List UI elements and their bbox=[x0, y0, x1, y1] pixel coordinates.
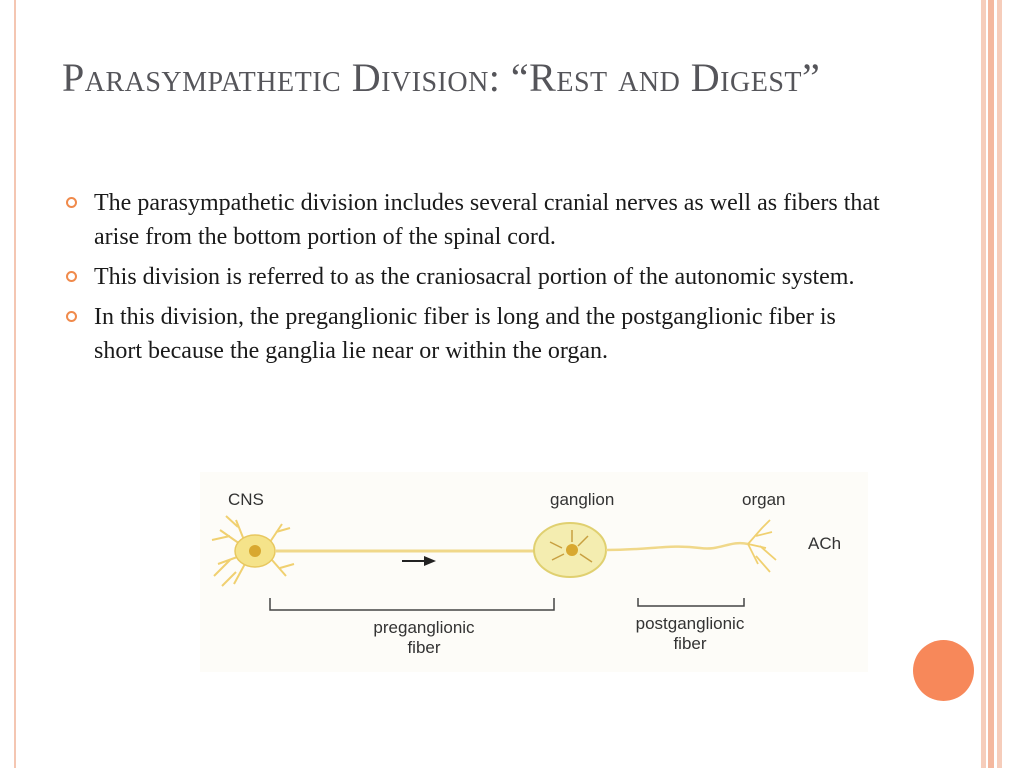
postganglionic-bracket bbox=[638, 598, 744, 606]
postganglionic-label: postganglionic fiber bbox=[635, 614, 745, 653]
bullet-circle-icon bbox=[66, 197, 77, 208]
neuron-pathway-diagram bbox=[200, 472, 868, 672]
bullet-item bbox=[60, 260, 880, 294]
slide-frame-right bbox=[978, 0, 1024, 768]
arrow-right-icon bbox=[402, 556, 436, 566]
bullet-text: The parasympathetic division includes several cranial nerves as well as fibers that arise from the bottom portion of the spinal cord. bbox=[94, 190, 880, 250]
ganglion-label: ganglion bbox=[550, 490, 615, 509]
bullet-text: This division is referred to as the craniosacral portion of the autonomic system. bbox=[94, 264, 855, 290]
postganglionic-axon bbox=[606, 543, 748, 550]
organ-label: organ bbox=[742, 490, 786, 509]
decorative-circle bbox=[913, 640, 974, 701]
preganglionic-bracket bbox=[270, 598, 554, 610]
bullet-list bbox=[60, 186, 880, 374]
bullet-item bbox=[60, 300, 880, 368]
cns-nucleus bbox=[249, 545, 261, 557]
bullet-circle-icon bbox=[66, 271, 77, 282]
bullet-text: In this division, the preganglionic fiber is long and the postganglionic fiber is short because the ganglia lie near or within the organ. bbox=[94, 304, 836, 364]
preganglionic-label: preganglionic fiber bbox=[373, 618, 475, 657]
slide-frame-left bbox=[14, 0, 16, 768]
slide-title: Parasympathetic Division: “Rest and Digest” bbox=[62, 55, 821, 100]
cns-label: CNS bbox=[228, 490, 264, 509]
ach-label: ACh bbox=[808, 534, 842, 553]
bullet-circle-icon bbox=[66, 311, 77, 322]
ganglion-nucleus bbox=[566, 544, 578, 556]
bullet-item bbox=[60, 186, 880, 254]
organ-terminal-icon bbox=[748, 520, 776, 572]
